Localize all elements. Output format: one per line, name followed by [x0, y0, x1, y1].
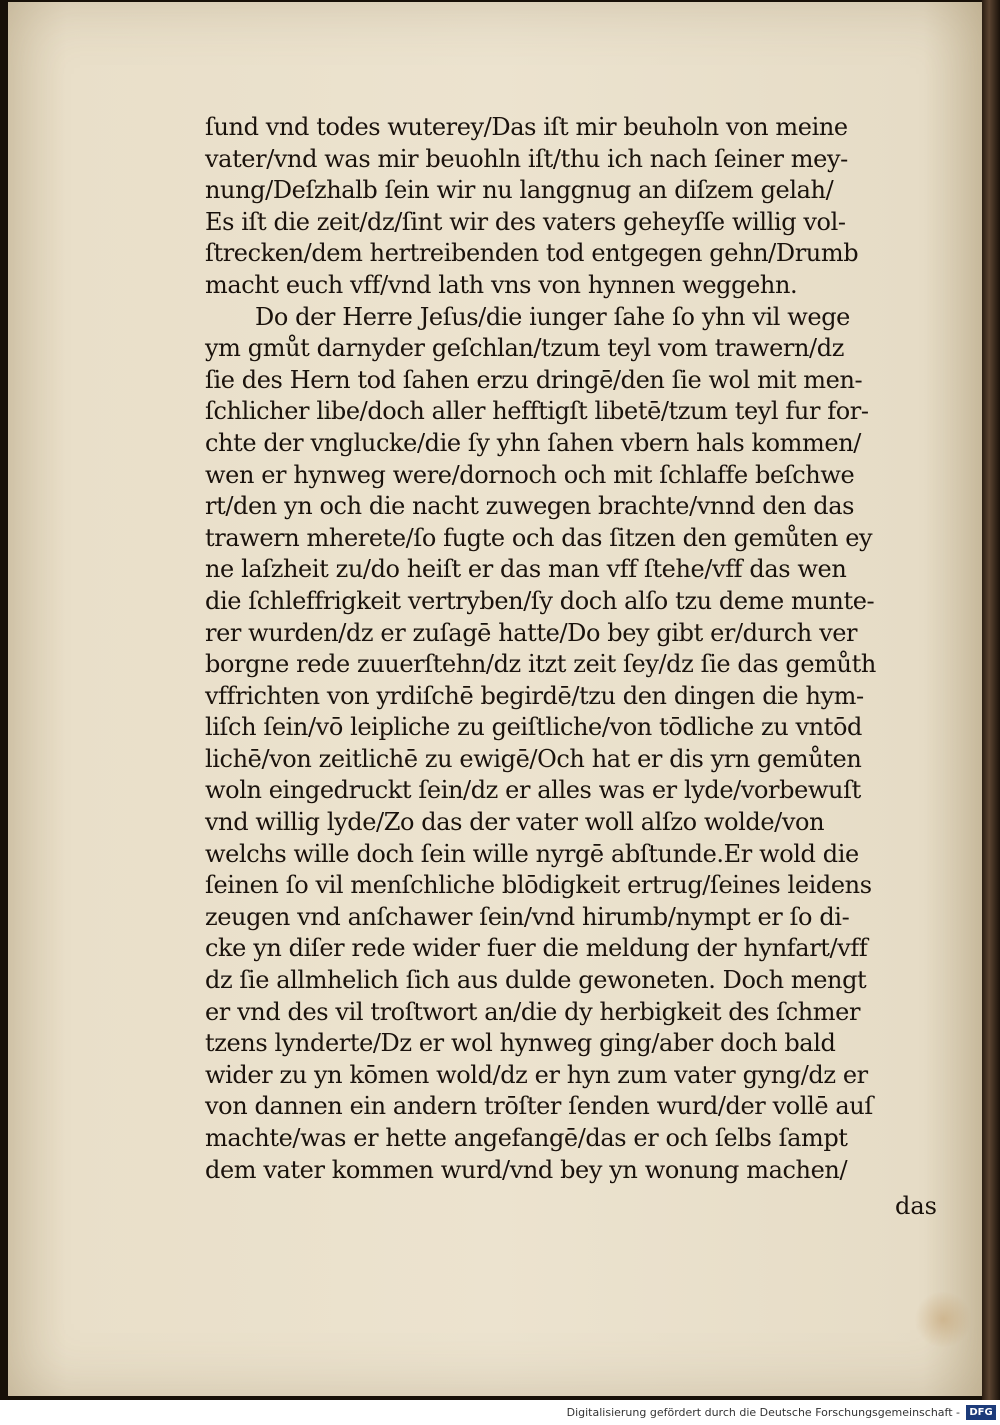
funding-credit: Digitalisierung gefördert durch die Deutsche Forschungsgemeinschaft -	[566, 1406, 960, 1419]
text-line: woln eingedruckt ſein/dz er alles was er lyde/vorbewuſt	[205, 776, 861, 805]
text-line: chte der vnglucke/die ſy yhn ſahen vbern hals kommen/	[205, 428, 861, 457]
text-line: ſtrecken/dem hertreibenden tod entgegen gehn/Drumb	[205, 239, 859, 268]
text-line: ſchlicher libe/doch aller hefftigſt libetē/tzum teyl fur for-	[205, 397, 869, 426]
text-line: er vnd des vil troſtwort an/die dy herbigkeit des ſchmer	[205, 997, 861, 1026]
text-line: vffrichten von yrdiſchē begirdē/tzu den dingen die hym-	[205, 681, 864, 710]
paper-stain	[913, 1292, 973, 1347]
catchword: das	[895, 1192, 937, 1220]
text-line: ym gmůt darnyder geſchlan/tzum teyl vom trawern/dz	[205, 334, 844, 363]
text-line: von dannen ein andern trōſter ſenden wurd/der vollē auſ	[205, 1092, 873, 1121]
text-line: ſie des Hern tod ſahen erzu dringē/den ſie wol mit men-	[205, 365, 863, 394]
text-line-paragraph-start: Do der Herre Jeſus/die iunger ſahe ſo yhn vil wege	[255, 302, 850, 331]
text-line: trawern mherete/ſo fugte och das ſitzen den gemůten ey	[205, 523, 873, 552]
text-line: die ſchleffrigkeit vertryben/ſy doch alſo tzu deme munte-	[205, 586, 875, 615]
text-line: macht euch vff/vnd lath vns von hynnen weggehn.	[205, 270, 798, 299]
text-line: ſeinen ſo vil menſchliche blōdigkeit ertrug/ſeines leidens	[205, 871, 872, 900]
text-line: liſch ſein/vō leipliche zu geiſtliche/von tōdliche zu vntōd	[205, 713, 862, 742]
text-line: borgne rede zuuerſtehn/dz itzt zeit ſey/dz ſie das gemůth	[205, 650, 876, 679]
footer-bar	[0, 1400, 1000, 1425]
text-line: dz ſie allmhelich ſich aus dulde gewoneten. Doch mengt	[205, 966, 867, 995]
page-text	[205, 112, 965, 1186]
text-line: vnd willig lyde/Zo das der vater woll alſzo wolde/von	[205, 808, 825, 837]
dfg-logo[interactable]: DFG	[966, 1405, 996, 1420]
text-line: wider zu yn kōmen wold/dz er hyn zum vater gyng/dz er	[205, 1060, 868, 1089]
text-line: rer wurden/dz er zuſagē hatte/Do bey gibt er/durch ver	[205, 618, 858, 647]
text-line: vater/vnd was mir beuohln iſt/thu ich nach ſeiner mey-	[205, 144, 848, 173]
text-line: nung/Deſzhalb ſein wir nu langgnug an diſzem gelah/	[205, 176, 834, 205]
text-line: machte/was er hette angefangē/das er och ſelbs ſampt	[205, 1124, 848, 1152]
text-line: ne laſzheit zu/do heiſt er das man vff ſtehe/vff das wen	[205, 555, 847, 584]
text-line: tzens lynderte/Dz er wol hynweg ging/aber doch bald	[205, 1029, 836, 1058]
text-line: welchs wille doch ſein wille nyrgē abſtunde.Er wold die	[205, 839, 859, 868]
text-line: zeugen vnd anſchawer ſein/vnd hirumb/nympt er ſo di-	[205, 902, 850, 931]
text-line: dem vater kommen wurd/vnd bey yn wonung machen/	[205, 1155, 848, 1184]
text-line: lichē/von zeitlichē zu ewigē/Och hat er dis yrn gemůten	[205, 744, 862, 773]
text-line: cke yn diſer rede wider fuer die meldung der hynfart/vff	[205, 934, 868, 963]
text-line: rt/den yn och die nacht zuwegen brachte/vnnd den das	[205, 492, 855, 521]
text-line: ſund vnd todes wuterey/Das iſt mir beuholn von meine	[205, 113, 848, 141]
text-line: Es iſt die zeit/dz/ſint wir des vaters geheyſſe willig vol-	[205, 207, 846, 236]
text-line: wen er hynweg were/dornoch och mit ſchlaffe beſchwe	[205, 460, 855, 489]
book-edge	[982, 0, 1000, 1400]
